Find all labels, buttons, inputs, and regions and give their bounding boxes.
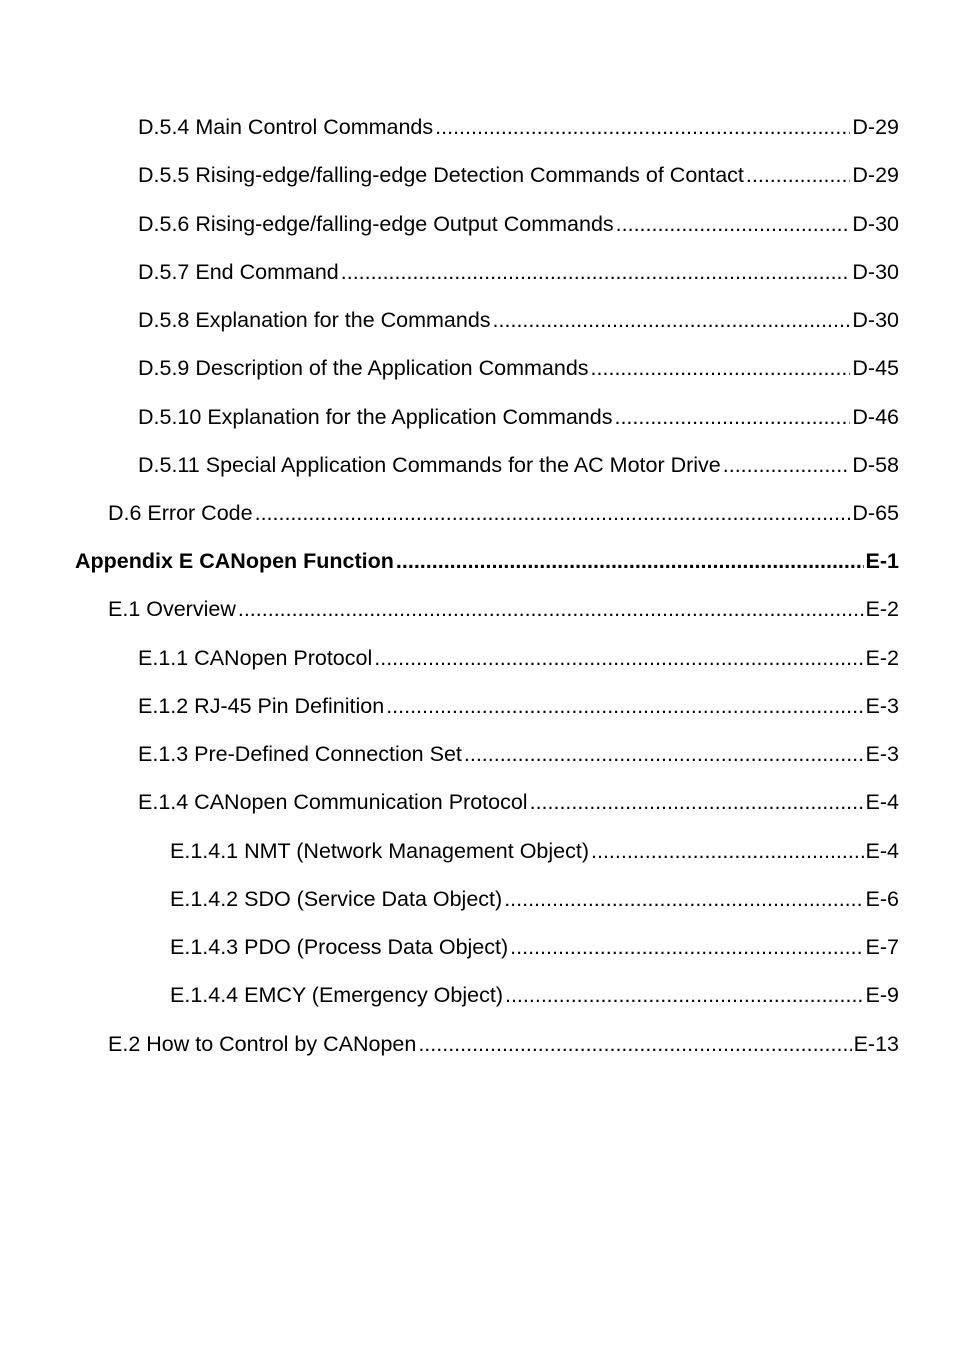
toc-entry-title: E.1.4.4 EMCY (Emergency Object) bbox=[170, 983, 503, 1007]
toc-entry[interactable] bbox=[138, 739, 899, 769]
toc-leader-dots bbox=[614, 402, 850, 432]
toc-entry-page: D-45 bbox=[852, 356, 899, 380]
toc-entry[interactable] bbox=[108, 594, 899, 624]
toc-entry-page: E-3 bbox=[865, 694, 899, 718]
toc-leader-dots bbox=[238, 594, 864, 624]
toc-leader-dots bbox=[464, 739, 864, 769]
toc-entry-appendix[interactable] bbox=[75, 546, 899, 576]
toc-leader-dots bbox=[341, 257, 851, 287]
toc-entry-page: E-9 bbox=[865, 983, 899, 1007]
toc-entry-title: D.5.4 Main Control Commands bbox=[138, 115, 434, 139]
toc-entry-page: E-2 bbox=[865, 597, 899, 621]
toc-entry[interactable] bbox=[138, 787, 899, 817]
toc-entry-page: D-30 bbox=[852, 212, 899, 236]
toc-entry-page: E-6 bbox=[865, 887, 899, 911]
toc-entry-page: D-30 bbox=[852, 308, 899, 332]
toc-entry[interactable] bbox=[138, 112, 899, 142]
toc-leader-dots bbox=[374, 643, 863, 673]
toc-entry[interactable] bbox=[108, 1029, 899, 1059]
toc-entry-title: D.5.8 Explanation for the Commands bbox=[138, 308, 491, 332]
toc-entry[interactable] bbox=[138, 643, 899, 673]
toc-leader-dots bbox=[510, 932, 863, 962]
toc-entry-title: E.1.3 Pre-Defined Connection Set bbox=[138, 742, 462, 766]
toc-leader-dots bbox=[493, 305, 851, 335]
toc-entry[interactable] bbox=[170, 980, 899, 1010]
toc-entry-title: E.1.2 RJ-45 Pin Definition bbox=[138, 694, 385, 718]
toc-leader-dots bbox=[591, 836, 864, 866]
toc-entry[interactable] bbox=[170, 884, 899, 914]
toc-entry[interactable] bbox=[138, 402, 899, 432]
toc-leader-dots bbox=[418, 1029, 851, 1059]
toc-entry[interactable] bbox=[138, 209, 899, 239]
toc-entry-page: D-30 bbox=[852, 260, 899, 284]
toc-entry-title: E.2 How to Control by CANopen bbox=[108, 1032, 417, 1056]
toc-entry-page: E-7 bbox=[865, 935, 899, 959]
toc-entry-page: E-4 bbox=[865, 790, 899, 814]
toc-entry-page: D-58 bbox=[852, 453, 899, 477]
toc-leader-dots bbox=[530, 787, 864, 817]
toc-entry-title: D.5.6 Rising-edge/falling-edge Output Commands bbox=[138, 212, 614, 236]
toc-leader-dots bbox=[386, 691, 863, 721]
toc-entry-title: E.1.4.3 PDO (Process Data Object) bbox=[170, 935, 509, 959]
toc-entry-page: D-29 bbox=[852, 163, 899, 187]
toc-entry-page: D-46 bbox=[852, 405, 899, 429]
toc-entry-page: E-13 bbox=[853, 1032, 899, 1056]
toc-entry-title: D.6 Error Code bbox=[108, 501, 253, 525]
toc-entry-page: E-1 bbox=[865, 549, 899, 573]
toc-entry-page: E-3 bbox=[865, 742, 899, 766]
toc-entry[interactable] bbox=[108, 498, 899, 528]
toc-leader-dots bbox=[504, 884, 863, 914]
toc-entry-page: E-2 bbox=[865, 646, 899, 670]
toc-leader-dots bbox=[591, 353, 851, 383]
toc-entry-page: D-29 bbox=[852, 115, 899, 139]
toc-entry-title: E.1 Overview bbox=[108, 597, 236, 621]
toc-entry[interactable] bbox=[138, 160, 899, 190]
toc-entry[interactable] bbox=[138, 691, 899, 721]
toc-entry-title: D.5.7 End Command bbox=[138, 260, 339, 284]
toc-entry-title: D.5.11 Special Application Commands for the AC Motor Drive bbox=[138, 453, 721, 477]
toc-entry-title: E.1.4.2 SDO (Service Data Object) bbox=[170, 887, 503, 911]
toc-entry-title: D.5.10 Explanation for the Application Commands bbox=[138, 405, 613, 429]
toc-entry[interactable] bbox=[170, 932, 899, 962]
toc-entry[interactable] bbox=[138, 450, 899, 480]
toc-leader-dots bbox=[396, 546, 864, 576]
toc-entry-title: E.1.1 CANopen Protocol bbox=[138, 646, 373, 670]
toc-entry[interactable] bbox=[138, 305, 899, 335]
toc-entry-title: D.5.9 Description of the Application Commands bbox=[138, 356, 589, 380]
toc-entry[interactable] bbox=[170, 836, 899, 866]
toc-leader-dots bbox=[435, 112, 850, 142]
toc-entry-title: E.1.4.1 NMT (Network Management Object) bbox=[170, 839, 590, 863]
toc-leader-dots bbox=[616, 209, 851, 239]
toc-entry-title: Appendix E CANopen Function bbox=[75, 549, 394, 573]
toc-entry-page: D-65 bbox=[852, 501, 899, 525]
toc-entry[interactable] bbox=[138, 353, 899, 383]
toc-entry-page: E-4 bbox=[865, 839, 899, 863]
toc-leader-dots bbox=[255, 498, 851, 528]
toc-leader-dots bbox=[723, 450, 851, 480]
toc-leader-dots bbox=[505, 980, 864, 1010]
toc-entry[interactable] bbox=[138, 257, 899, 287]
toc-entry-title: D.5.5 Rising-edge/falling-edge Detection Commands of Contact bbox=[138, 163, 744, 187]
toc-entry-title: E.1.4 CANopen Communication Protocol bbox=[138, 790, 528, 814]
toc-leader-dots bbox=[746, 160, 850, 190]
